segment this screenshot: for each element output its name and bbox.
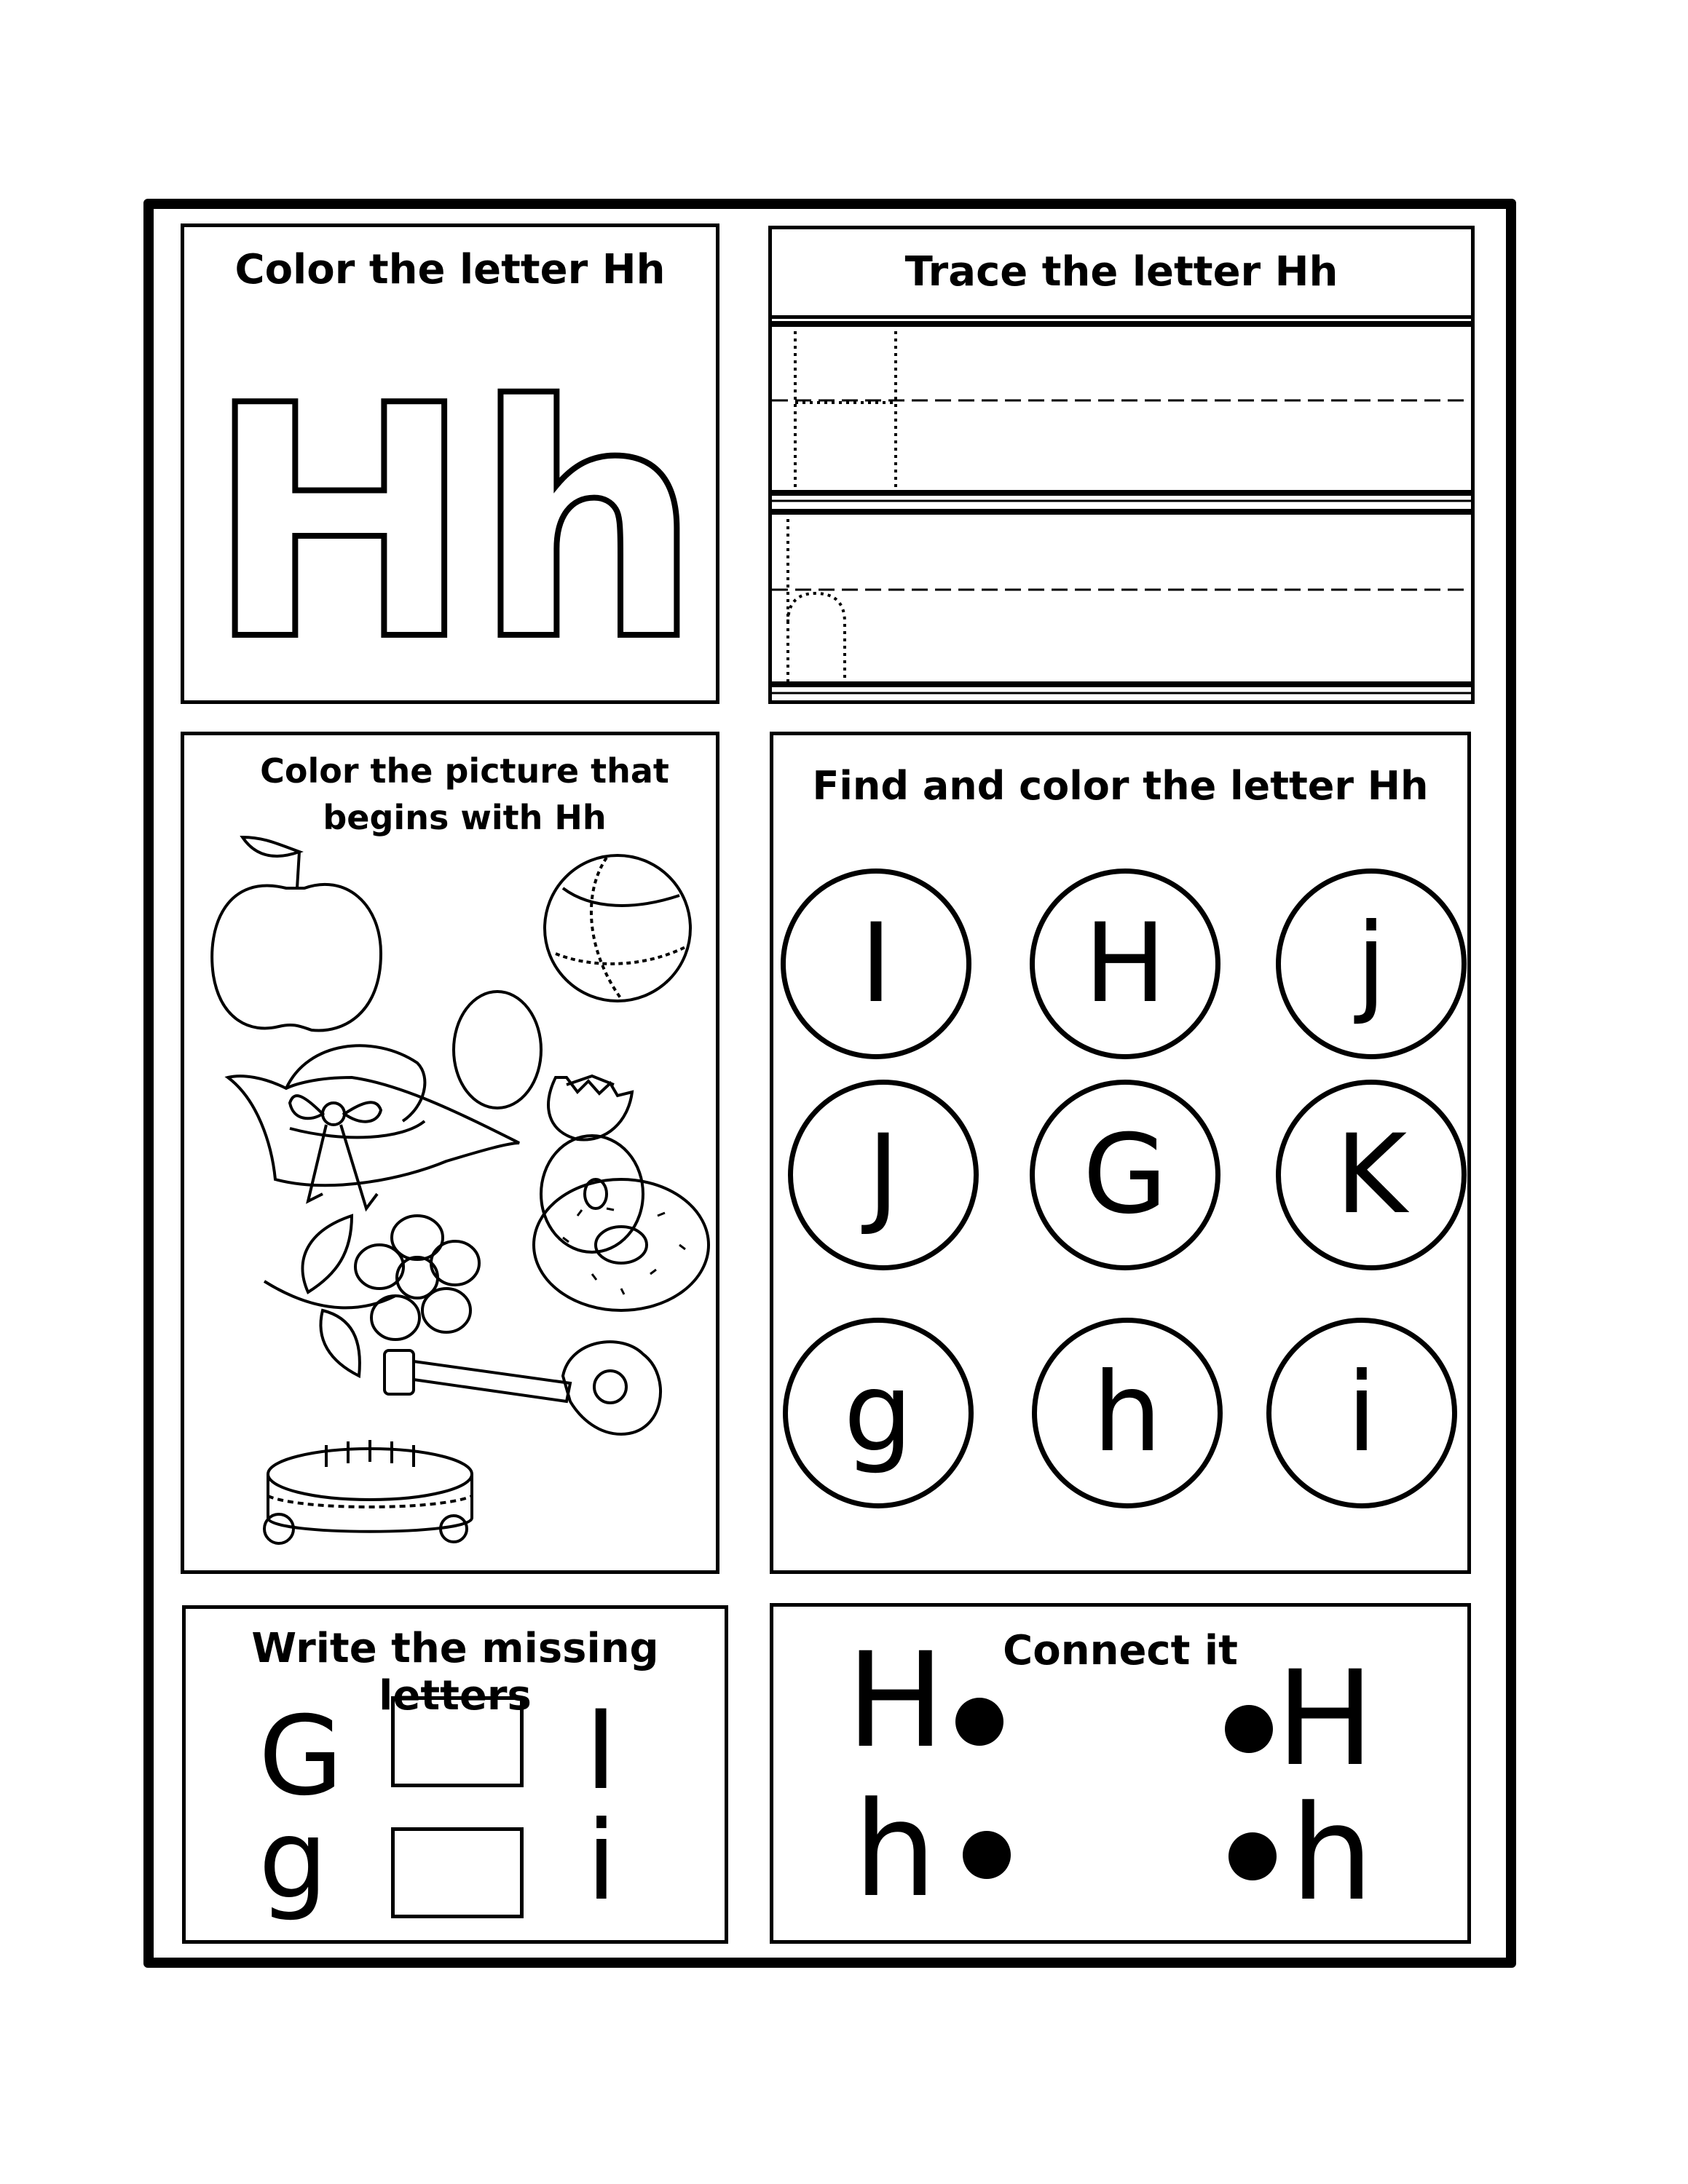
connect-dot[interactable]: [1225, 1705, 1273, 1753]
missing-letters-panel: [182, 1605, 728, 1944]
trace-letter-title: Trace the letter Hh: [904, 248, 1338, 296]
missing-letter-box[interactable]: [391, 1696, 524, 1787]
color-picture-title-line2: begins with Hh: [323, 798, 607, 837]
missing-letter-box[interactable]: [391, 1827, 524, 1918]
dotted-lowercase-h: [788, 519, 845, 682]
missing-letters-title: Write the missing letters: [251, 1625, 659, 1720]
connect-left-upper: H: [846, 1625, 945, 1777]
find-color-panel: [770, 732, 1471, 1574]
missing-row2-before: g: [259, 1797, 328, 1923]
letter-circle[interactable]: H: [1030, 869, 1220, 1059]
letter-circle[interactable]: J: [788, 1080, 979, 1270]
missing-row1-before: G: [259, 1693, 344, 1820]
cake-icon[interactable]: [264, 1440, 472, 1543]
hh-outline-letters[interactable]: [184, 227, 723, 711]
flower-icon[interactable]: [264, 1216, 479, 1376]
color-picture-panel: [181, 732, 719, 1574]
letter-circle[interactable]: I: [781, 869, 971, 1059]
letter-circle[interactable]: g: [783, 1318, 974, 1508]
connect-right-lower: h: [1290, 1778, 1374, 1930]
color-letter-title: Color the letter Hh: [234, 246, 666, 293]
egg-icon[interactable]: [454, 992, 632, 1140]
tracing-lines[interactable]: [772, 229, 1478, 708]
connect-left-lower: h: [853, 1774, 937, 1926]
guitar-icon[interactable]: [384, 1342, 660, 1434]
connect-dot[interactable]: [955, 1698, 1003, 1746]
trace-letter-panel: [768, 226, 1475, 704]
hat-icon[interactable]: [228, 1045, 519, 1208]
connect-right-upper: H: [1276, 1643, 1375, 1795]
connect-dot[interactable]: [963, 1831, 1011, 1879]
ball-icon[interactable]: [545, 855, 690, 1001]
color-picture-title-line1: Color the picture that: [260, 751, 669, 791]
connect-dot[interactable]: [1228, 1832, 1277, 1880]
letter-circle[interactable]: K: [1276, 1080, 1467, 1270]
letter-circle[interactable]: h: [1032, 1318, 1223, 1508]
hh-outline-text: Hh: [205, 338, 702, 711]
find-color-title: Find and color the letter Hh: [812, 763, 1429, 809]
connect-panel: [770, 1603, 1471, 1944]
missing-row2-after: i: [586, 1798, 617, 1925]
pictures-area: [184, 735, 723, 1578]
donut-icon[interactable]: [534, 1136, 709, 1310]
apple-icon[interactable]: [212, 837, 381, 1031]
missing-row1-after: I: [585, 1688, 618, 1814]
color-letter-panel: [181, 223, 719, 711]
letter-circle[interactable]: i: [1266, 1318, 1457, 1508]
letter-circle[interactable]: G: [1030, 1080, 1220, 1270]
letter-circle[interactable]: j: [1276, 869, 1467, 1059]
dotted-uppercase-h: [795, 331, 896, 490]
connect-title: Connect it: [1003, 1627, 1238, 1674]
